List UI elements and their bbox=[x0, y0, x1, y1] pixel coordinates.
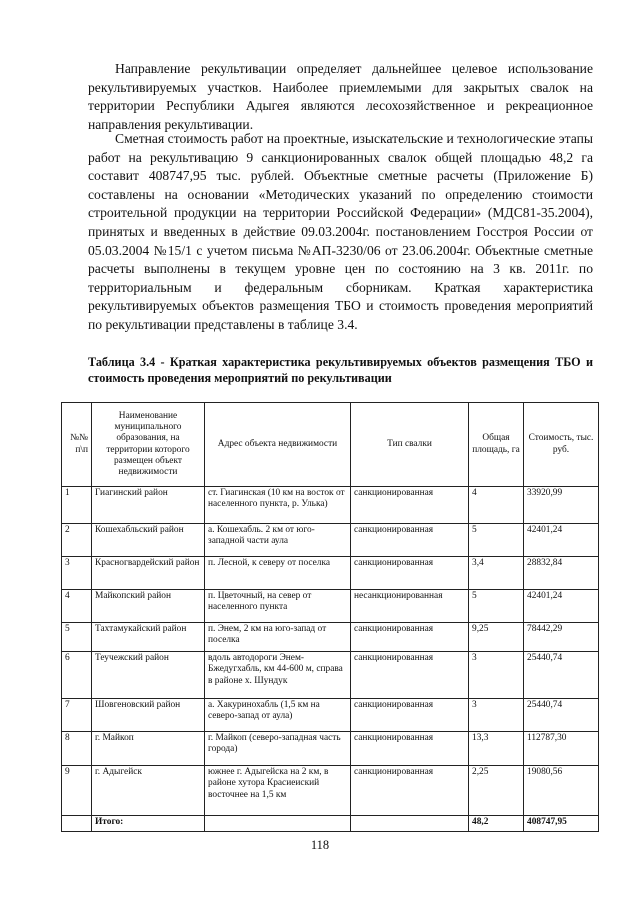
cell-municipality: Гиагинский район bbox=[92, 487, 205, 524]
cell-address: п. Лесной, к северу от поселка bbox=[205, 557, 351, 590]
cell-address: ст. Гиагинская (10 км на восток от населенного пункта, р. Улька) bbox=[205, 487, 351, 524]
cell-type: санкционированная bbox=[351, 699, 469, 732]
table-total-row bbox=[62, 816, 599, 832]
table-row bbox=[62, 652, 599, 699]
cell-area: 3,4 bbox=[469, 557, 524, 590]
cell-address: п. Цветочный, на север от населенного пункта bbox=[205, 590, 351, 623]
cell-area: 13,3 bbox=[469, 732, 524, 766]
total-area: 48,2 bbox=[469, 816, 524, 832]
cell-cost: 33920,99 bbox=[524, 487, 599, 524]
paragraph-reclamation-direction: Направление рекультивации определяет дальнейшее целевое использование рекультивируемых участков. Наиболее приемлемыми для закрытых свалок на территории Республики Адыгея являются лесохозяйственное и рекреационное направления рекультивации. bbox=[88, 61, 593, 132]
cell-number: 1 bbox=[62, 487, 92, 524]
table-row bbox=[62, 699, 599, 732]
header-address: Адрес объекта недвижимости bbox=[205, 403, 351, 487]
landfill-table bbox=[61, 402, 599, 832]
cell-number: 4 bbox=[62, 590, 92, 623]
cell-municipality: г. Адыгейск bbox=[92, 766, 205, 816]
total-label: Итого: bbox=[92, 816, 205, 832]
cell-municipality: Майкопский район bbox=[92, 590, 205, 623]
paragraph-estimated-cost: Сметная стоимость работ на проектные, изыскательские и технологические этапы работ на рекультивацию 9 санкционированных свалок общей площадью 48,2 га составит 408747,95 тыс. рублей. Объектные сметные расчеты (Приложение Б) составлены на основании «Методических указаний по определению стоимости строительной продукции на территории Российской Федерации» (МДС81-35.2004), принятых и введенных в действие 09.03.2004г. постановлением Госстроя России от 05.03.2004 №15/1 с учетом письма №АП-3230/06 от 23.06.2004г. Объектные сметные расчеты выполнены в текущем уровне цен по состоянию на 3 кв. 2011г. по территориальным и федеральным сборникам. Краткая характеристика рекультивируемых объектов размещения ТБО и стоимость проведения мероприятий по рекультивации представлены в таблице 3.4. bbox=[88, 131, 593, 332]
table-caption: Таблица 3.4 - Краткая характеристика рекультивируемых объектов размещения ТБО и стоимость проведения мероприятий по рекультивации bbox=[88, 355, 593, 385]
cell-type: санкционированная bbox=[351, 652, 469, 699]
cell-number: 6 bbox=[62, 652, 92, 699]
cell-cost: 25440,74 bbox=[524, 652, 599, 699]
cell-cost: 112787,30 bbox=[524, 732, 599, 766]
header-municipality: Наименование муниципального образования, на территории которого размещен объект недвижимости bbox=[92, 403, 205, 487]
cell-municipality: Красногвардейский район bbox=[92, 557, 205, 590]
cell-municipality: г. Майкоп bbox=[92, 732, 205, 766]
cell-number: 7 bbox=[62, 699, 92, 732]
cell-address: вдоль автодороги Энем-Бжедугхабль, км 44-600 м, справа в районе х. Шундук bbox=[205, 652, 351, 699]
cell-type: несанкционированная bbox=[351, 590, 469, 623]
total-cost: 408747,95 bbox=[524, 816, 599, 832]
cell-municipality: Шовгеновский район bbox=[92, 699, 205, 732]
cell-address: п. Энем, 2 км на юго-запад от поселка bbox=[205, 623, 351, 652]
cell-cost: 28832,84 bbox=[524, 557, 599, 590]
header-landfill-type: Тип свалки bbox=[351, 403, 469, 487]
cell-municipality: Тахтамукайский район bbox=[92, 623, 205, 652]
header-number: №№ п\п bbox=[62, 403, 92, 487]
table-header-row bbox=[62, 403, 599, 487]
cell-number: 2 bbox=[62, 524, 92, 557]
cell-type: санкционированная bbox=[351, 732, 469, 766]
page-number: 118 bbox=[310, 838, 330, 852]
cell-municipality: Кошехабльский район bbox=[92, 524, 205, 557]
cell-type: санкционированная bbox=[351, 766, 469, 816]
cell-area: 5 bbox=[469, 524, 524, 557]
cell-address: а. Кошехабль. 2 км от юго-западной части аула bbox=[205, 524, 351, 557]
cell-cost: 19080,56 bbox=[524, 766, 599, 816]
cell-area: 4 bbox=[469, 487, 524, 524]
header-area: Общая площадь, га bbox=[469, 403, 524, 487]
header-cost: Стоимость, тыс. руб. bbox=[524, 403, 599, 487]
cell-type-empty bbox=[351, 816, 469, 832]
table-row bbox=[62, 487, 599, 524]
cell-area: 5 bbox=[469, 590, 524, 623]
table-row bbox=[62, 524, 599, 557]
table-row bbox=[62, 557, 599, 590]
cell-address: южнее г. Адыгейска на 2 км, в районе хутора Красиеиский восточнее на 1,5 км bbox=[205, 766, 351, 816]
cell-area: 9,25 bbox=[469, 623, 524, 652]
cell-type: санкционированная bbox=[351, 623, 469, 652]
cell-address: г. Майкоп (северо-западная часть города) bbox=[205, 732, 351, 766]
cell-number: 3 bbox=[62, 557, 92, 590]
cell-area: 3 bbox=[469, 699, 524, 732]
cell-cost: 25440,74 bbox=[524, 699, 599, 732]
table-row bbox=[62, 766, 599, 816]
cell-area: 2,25 bbox=[469, 766, 524, 816]
table-row bbox=[62, 623, 599, 652]
cell-number-empty bbox=[62, 816, 92, 832]
cell-municipality: Теучежский район bbox=[92, 652, 205, 699]
table-row bbox=[62, 732, 599, 766]
cell-number: 9 bbox=[62, 766, 92, 816]
cell-cost: 78442,29 bbox=[524, 623, 599, 652]
cell-address: а. Хакуринохабль (1,5 км на северо-запад от аула) bbox=[205, 699, 351, 732]
cell-address-empty bbox=[205, 816, 351, 832]
cell-type: санкционированная bbox=[351, 487, 469, 524]
cell-number: 5 bbox=[62, 623, 92, 652]
cell-type: санкционированная bbox=[351, 557, 469, 590]
cell-number: 8 bbox=[62, 732, 92, 766]
cell-type: санкционированная bbox=[351, 524, 469, 557]
cell-cost: 42401,24 bbox=[524, 590, 599, 623]
cell-cost: 42401,24 bbox=[524, 524, 599, 557]
cell-area: 3 bbox=[469, 652, 524, 699]
table-row bbox=[62, 590, 599, 623]
